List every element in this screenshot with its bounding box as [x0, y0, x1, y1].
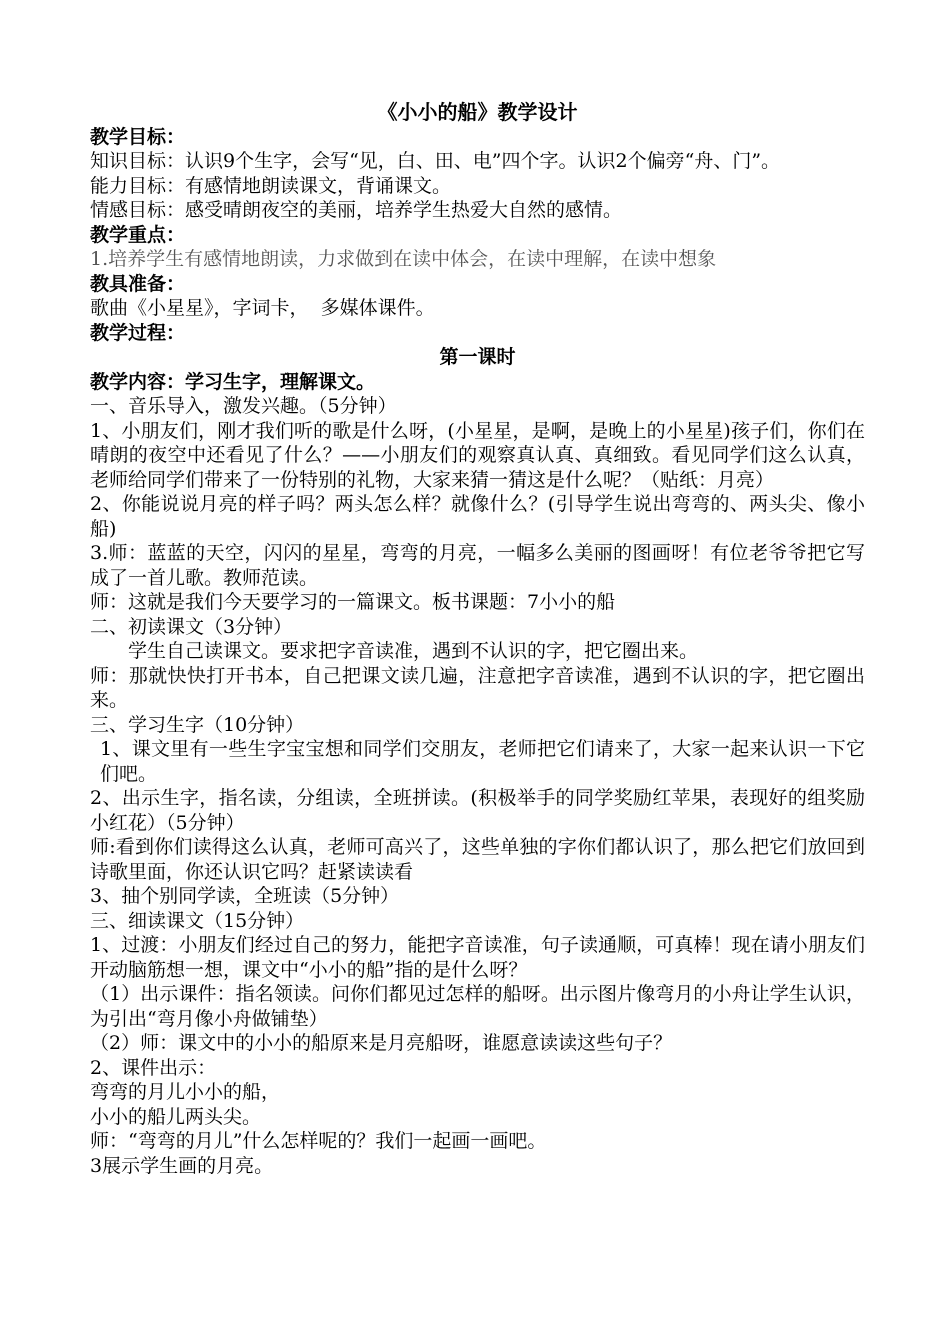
- paragraph: （1）出示课件：指名领读。问你们都见过怎样的船呀。出示图片像弯月的小舟让学生认识，为引出“弯月像小舟做铺垫）: [90, 983, 865, 1030]
- paragraph: 1、过渡：小朋友们经过自己的努力，能把字音读准，句子读通顺，可真棒！现在请小朋友们开动脑筋想一想，课文中“小小的船”指的是什么呀？: [90, 934, 865, 981]
- lesson-title: 第一课时: [439, 346, 516, 368]
- tools-list: 歌曲《小星星》，字词卡， 多媒体课件。: [90, 297, 435, 319]
- content-heading: 教学内容：学习生字，理解课文。: [90, 370, 376, 393]
- paragraph: 2、出示生字，指名读，分组读，全班拼读。(积极举手的同学奖励红苹果，表现好的组奖励小红花）（5分钟）: [90, 787, 865, 834]
- poem-line: 小小的船儿两头尖。: [90, 1105, 262, 1128]
- paragraph: 2、你能说说月亮的样子吗？两头怎么样？就像什么？(引导学生说出弯弯的、两头尖、像小船): [90, 493, 865, 540]
- process-heading: 教学过程：: [90, 321, 186, 344]
- paragraph: 2、课件出示：: [90, 1056, 217, 1079]
- paragraph: 3展示学生画的月亮。: [90, 1154, 274, 1177]
- paragraph: （2）师：课文中的小小的船原来是月亮船呀，谁愿意读读这些句子？: [90, 1032, 673, 1054]
- key-points-heading: 教学重点：: [90, 223, 186, 246]
- section-heading: 三、学习生字（10分钟）: [90, 713, 305, 736]
- goal-knowledge: 知识目标：认识9个生字，会写“见，白、田、电”四个字。认识2个偏旁“舟、门”。: [90, 150, 781, 172]
- paragraph: 3、抽个别同学读，全班读（5分钟）: [90, 885, 400, 907]
- goal-ability: 能力目标：有感情地朗读课文，背诵课文。: [90, 174, 452, 197]
- poem-line: 弯弯的月儿小小的船，: [90, 1081, 281, 1103]
- paragraph: 师:看到你们读得这么认真，老师可高兴了，这些单独的字你们都认识了，那么把它们放回到诗歌里面，你还认识它吗？赶紧读读看: [90, 836, 865, 883]
- paragraph: 1、课文里有一些生字宝宝想和同学们交朋友，老师把它们请来了，大家一起来认识一下它们吧。: [100, 738, 865, 785]
- section-heading: 三、细读课文（15分钟）: [90, 909, 305, 932]
- section-heading: 一、音乐导入，激发兴趣。（5分钟）: [90, 395, 397, 417]
- paragraph: 3.师：蓝蓝的天空，闪闪的星星，弯弯的月亮，一幅多么美丽的图画呀！有位老爷爷把它写成了一首儿歌。教师范读。: [90, 542, 865, 589]
- document-body: [90, 100, 865, 1178]
- goals-heading: 教学目标：: [90, 125, 186, 148]
- key-point-1: 1.培养学生有感情地朗读，力求做到在读中体会，在读中理解，在读中想象: [90, 248, 717, 270]
- tools-heading: 教具准备：: [90, 272, 186, 295]
- goal-emotion: 情感目标：感受晴朗夜空的美丽，培养学生热爱大自然的感情。: [90, 199, 623, 221]
- paragraph: 师：那就快快打开书本，自己把课文读几遍，注意把字音读准，遇到不认识的字，把它圈出来。: [90, 664, 865, 711]
- paragraph: 1、小朋友们，刚才我们听的歌是什么呀，(小星星，是啊，是晚上的小星星)孩子们，你们在晴朗的夜空中还看见了什么？——小朋友们的观察真认真、真细致。看见同学们这么认真，老师给同学们带来了一份特别的礼物，大家来猜一猜这是什么呢？（贴纸：月亮）: [90, 419, 865, 491]
- section-heading: 二、初读课文（3分钟）: [90, 615, 293, 638]
- paragraph: 师：这就是我们今天要学习的一篇课文。板书课题：7小小的船: [90, 591, 616, 613]
- page-title: 《小小的船》教学设计: [377, 100, 578, 124]
- paragraph: 学生自己读课文。要求把字音读准，遇到不认识的字，把它圈出来。: [128, 640, 699, 662]
- paragraph: 师：“弯弯的月儿”什么怎样呢的？我们一起画一画吧。: [90, 1130, 547, 1152]
